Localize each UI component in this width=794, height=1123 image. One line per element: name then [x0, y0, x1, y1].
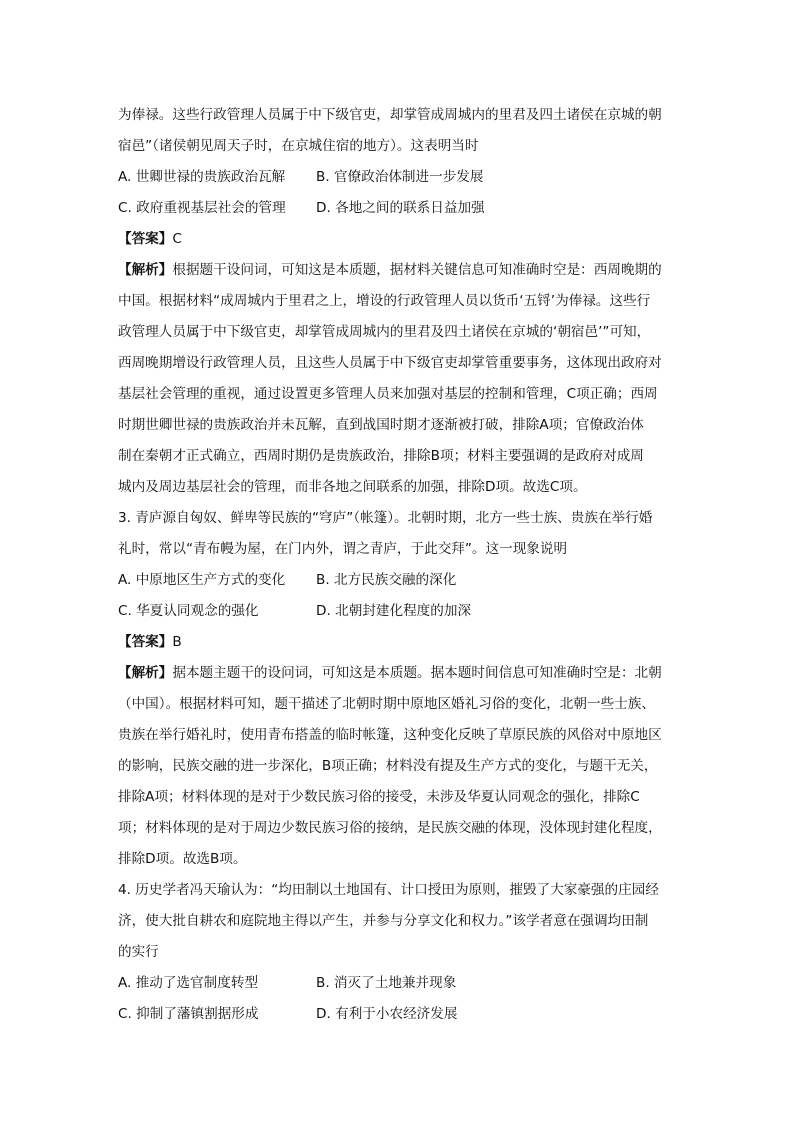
question-2 [118, 100, 678, 503]
answer-line [118, 224, 678, 255]
option-d: D. 各地之间的联系日益加强 [316, 200, 485, 216]
analysis-text: 的影响，民族交融的进一步深化，B项正确；材料没有提及生产方式的变化，与题干无关， [118, 758, 658, 774]
option-c: C. 抑制了藩镇割据形成 [118, 1006, 259, 1022]
option-a: A. 推动了选官制度转型 [118, 975, 259, 991]
analysis-text: 城内及周边基层社会的管理，而非各地之间联系的加强，排除D项。故选C项。 [118, 479, 587, 495]
option-c: C. 政府重视基层社会的管理 [118, 200, 286, 216]
analysis-line [118, 255, 678, 286]
question-4 [118, 875, 678, 1030]
analysis-tag: 【解析】 [118, 665, 173, 681]
option-b: B. 官僚政治体制进一步发展 [316, 169, 484, 185]
question-stem-line: 的实行 [118, 944, 159, 960]
question-stem-line: 4. 历史学者冯天瑜认为：“均田制以土地国有、计口授田为原则，摧毁了大家豪强的庄园经 [118, 882, 659, 898]
analysis-text: 根据题干设问词，可知这是本质题，据材料关键信息可知准确时空是：西周晚期的 [172, 262, 662, 278]
analysis-text: 据本题主题干的设问词，可知这是本质题。据本题时间信息可知准确时空是：北朝 [172, 665, 662, 681]
analysis-tag: 【解析】 [118, 262, 173, 278]
option-d: D. 北朝封建化程度的加深 [316, 603, 472, 619]
analysis-text: 中国。根据材料“成周城内于里君之上，增设的行政管理人员以货币‘五锊’为俸禄。这些行 [118, 293, 651, 309]
answer-tag: 【答案】 [118, 231, 173, 247]
option-b: B. 北方民族交融的深化 [316, 572, 457, 588]
option-a: A. 世卿世禄的贵族政治瓦解 [118, 169, 286, 185]
answer-tag: 【答案】 [118, 634, 173, 650]
analysis-text: 制在秦朝才正式确立，西周时期仍是贵族政治，排除B项；材料主要强调的是政府对成周 [118, 448, 644, 464]
analysis-text: 西周晚期增设行政管理人员，且这些人员属于中下级官吏却掌管重要事务，这体现出政府对 [118, 355, 662, 371]
question-stem-line: 济，使大批自耕农和庭院地主得以产生，并参与分享文化和权力。”该学者意在强调均田制 [118, 913, 649, 929]
answer-value: B [172, 634, 182, 650]
analysis-text: 排除A项；材料体现的是对于少数民族习俗的接受，未涉及华夏认同观念的强化，排除C [118, 789, 640, 805]
question-stem-line: 宿邑”（诸侯朝见周天子时，在京城住宿的地方）。这表明当时 [118, 138, 479, 154]
answer-value: C [172, 231, 182, 247]
analysis-text: 政管理人员属于中下级官吏，却掌管成周城内的里君及四土诸侯在京城的‘朝宿邑’”可知， [118, 324, 651, 340]
option-c: C. 华夏认同观念的强化 [118, 603, 259, 619]
analysis-text: 贵族在举行婚礼时，使用青布搭盖的临时帐篷，这种变化反映了草原民族的风俗对中原地区 [118, 727, 662, 743]
option-row [118, 162, 678, 193]
option-row [118, 565, 678, 596]
option-d: D. 有利于小农经济发展 [316, 1006, 458, 1022]
option-row [118, 596, 678, 627]
question-3 [118, 503, 678, 875]
question-stem-line: 3. 青庐源自匈奴、鲜卑等民族的“穹庐”（帐篷）。北朝时期，北方一些士族、贵族在举行婚 [118, 510, 653, 526]
analysis-line [118, 658, 678, 689]
analysis-text: 项；材料体现的是对于周边少数民族习俗的接纳，是民族交融的体现，没体现封建化程度， [118, 820, 662, 836]
analysis-text: 排除D项。故选B项。 [118, 851, 247, 867]
analysis-text: （中国）。根据材料可知，题干描述了北朝时期中原地区婚礼习俗的变化，北朝一些士族、 [118, 696, 655, 712]
option-b: B. 消灭了土地兼并现象 [316, 975, 457, 991]
analysis-text: 基层社会管理的重视，通过设置更多管理人员来加强对基层的控制和管理，C项正确；西周 [118, 386, 658, 402]
option-row [118, 193, 678, 224]
option-row [118, 999, 678, 1030]
document-page [118, 100, 678, 1030]
analysis-text: 时期世卿世禄的贵族政治并未瓦解，直到战国时期才逐渐被打破，排除A项；官僚政治体 [118, 417, 644, 433]
option-row [118, 968, 678, 999]
question-stem-line: 为俸禄。这些行政管理人员属于中下级官吏，却掌管成周城内的里君及四土诸侯在京城的朝 [118, 107, 662, 123]
option-a: A. 中原地区生产方式的变化 [118, 572, 286, 588]
answer-line [118, 627, 678, 658]
question-stem-line: 礼时，常以“青布幔为屋，在门内外，谓之青庐，于此交拜”。这一现象说明 [118, 541, 568, 557]
